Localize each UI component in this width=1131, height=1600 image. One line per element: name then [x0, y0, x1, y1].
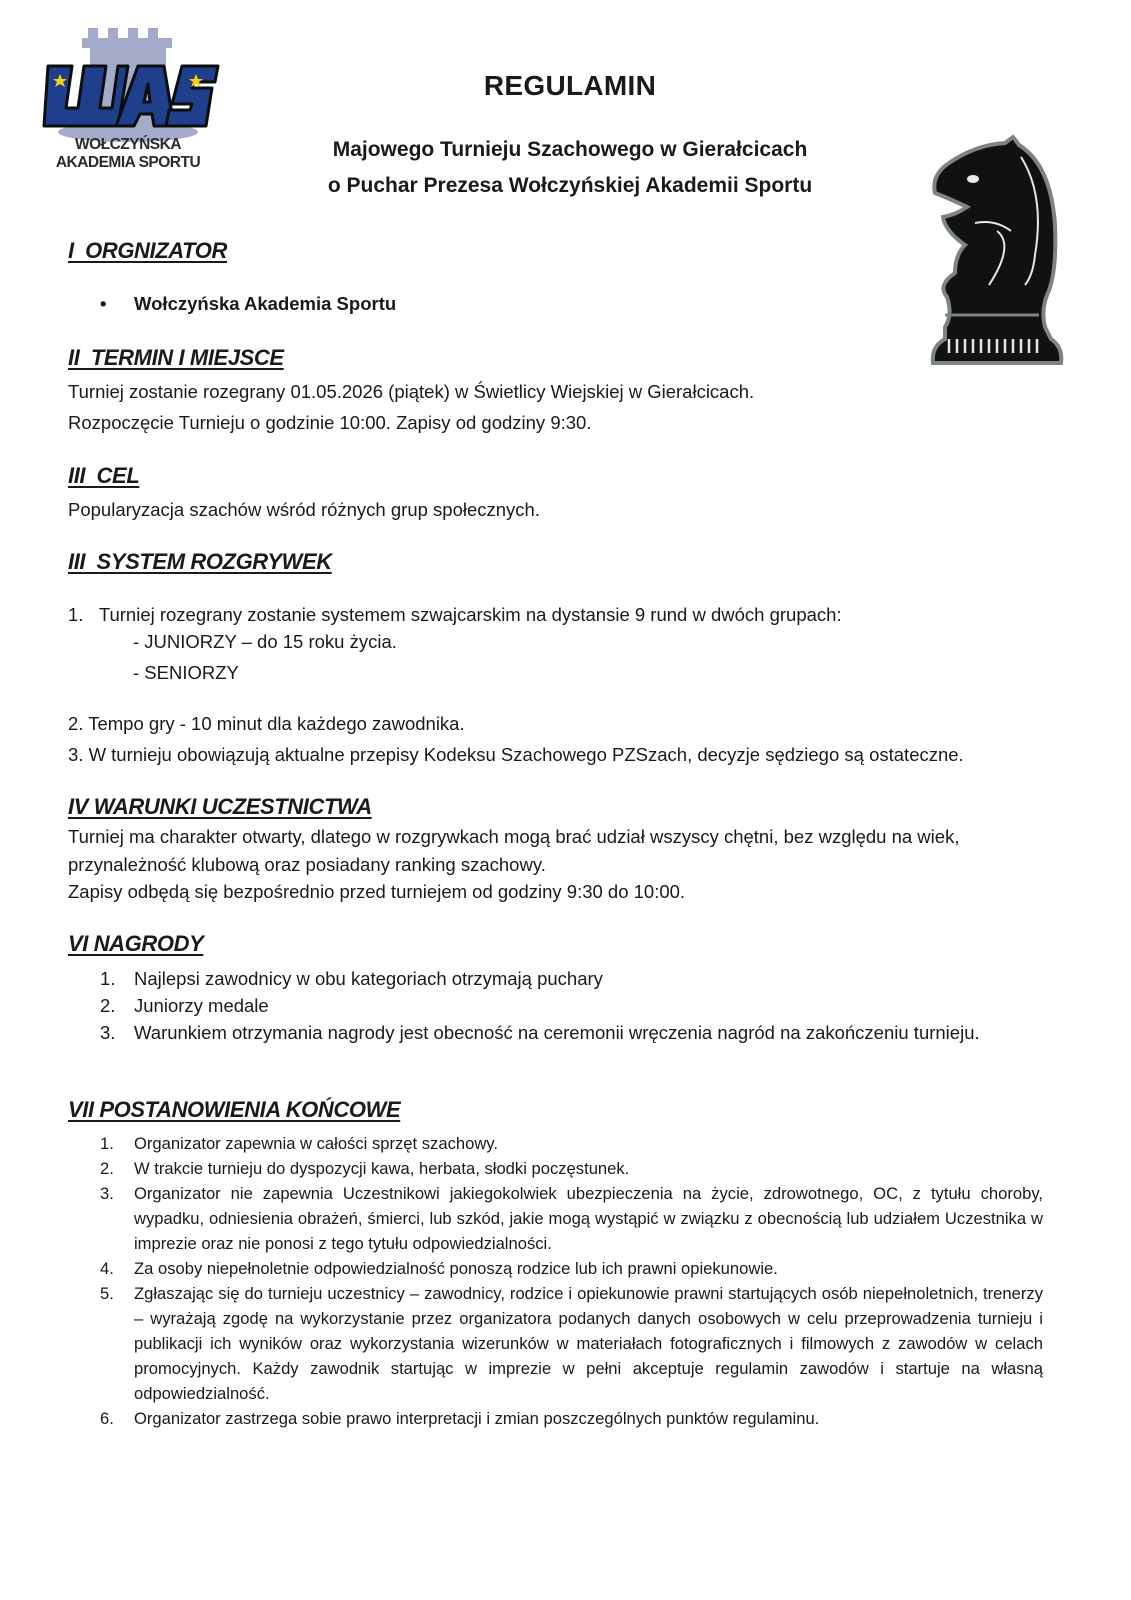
section-heading-prizes: VI NAGRODY: [68, 931, 204, 956]
provision-item-text: Organizator zastrzega sobie prawo interpretacji i zmian poszczególnych punktów regulaminu.: [134, 1409, 820, 1428]
provision-item-number: 6.: [100, 1409, 114, 1428]
prize-item-text: Juniorzy medale: [134, 995, 269, 1016]
group-seniors: - SENIORZY: [133, 662, 239, 683]
prize-item-number: 1.: [100, 968, 116, 989]
section-heading-system: III SYSTEM ROZGRYWEK: [68, 549, 332, 574]
section-heading-final: VII POSTANOWIENIA KOŃCOWE: [68, 1097, 401, 1122]
section-heading-goal: III CEL: [68, 463, 140, 488]
prize-item-text: Warunkiem otrzymania nagrody jest obecność na ceremonii wręczenia nagród na zakończeniu turnieju.: [134, 1022, 980, 1043]
provision-item-text: Organizator nie zapewnia Uczestnikowi jakiegokolwiek ubezpieczenia na życie, zdrowotnego, OC, z tytułu choroby, wypadku, odniesienia obrażeń, śmierci, lub szkód, jakie mogą wystąpić w związku z obecnością lub udziałem Uczestnika w imprezie oraz nie ponosi z tego tytułu odpowiedzialności.: [134, 1184, 1043, 1253]
provision-item-number: 2.: [100, 1159, 114, 1178]
provision-item: [68, 1131, 1043, 1156]
date-place-line1: Turniej zostanie rozegrany 01.05.2026 (piątek) w Świetlicy Wiejskiej w Gierałcicach.: [68, 381, 755, 402]
document-title: REGULAMIN: [483, 70, 657, 101]
system-item-1-text: Turniej rozegrany zostanie systemem szwajcarskim na dystansie 9 rund w dwóch grupach:: [98, 604, 842, 625]
system-item-3: 3. W turnieju obowiązują aktualne przepisy Kodeksu Szachowego PZSzach, decyzje sędziego są ostateczne.: [68, 744, 964, 765]
system-item-1-number: 1.: [68, 604, 84, 625]
system-item-2: 2. Tempo gry - 10 minut dla każdego zawodnika.: [68, 713, 465, 734]
prize-item: [68, 965, 1043, 992]
provision-item-number: 5.: [100, 1284, 114, 1303]
prize-item-text: Najlepsi zawodnicy w obu kategoriach otrzymają puchary: [134, 968, 603, 989]
provision-item-text: W trakcie turnieju do dyspozycji kawa, herbata, słodki poczęstunek.: [134, 1159, 630, 1178]
prize-item: [68, 1019, 1043, 1046]
provision-item: [68, 1256, 1043, 1281]
provision-item: [68, 1406, 1043, 1431]
provision-item-text: Za osoby niepełnoletnie odpowiedzialność ponoszą rodzice lub ich prawni opiekunowie.: [134, 1259, 778, 1278]
provision-item-text: Zgłaszając się do turnieju uczestnicy – zawodnicy, rodzice i opiekunowie prawni startujących osób niepełnoletnich, trenerzy – wyrażają zgodę na wykorzystanie przez organizatora podanych danych osobowych w celu przeprowadzenia turnieju i publikacji ich wyników oraz wykorzystania wizerunków w materiałach fotograficznych i filmowych z zawodów w celach promocyjnych. Każdy zawodnik startując w imprezie w pełni akceptuje regulamin zawodów i startuje na własną odpowiedzialność.: [134, 1284, 1043, 1403]
prize-item-number: 3.: [100, 1022, 116, 1043]
group-juniors: - JUNIORZY – do 15 roku życia.: [133, 631, 397, 652]
organizer-list-item: [100, 293, 396, 315]
provision-item-number: 4.: [100, 1259, 114, 1278]
provision-item-number: 3.: [100, 1184, 114, 1203]
bullet-icon: •: [100, 293, 107, 314]
was-logo-graphic: [36, 26, 220, 146]
conditions-registration: Zapisy odbędą się bezpośrednio przed turniejem od godziny 9:30 do 10:00.: [68, 881, 686, 902]
document-subtitle-line1: Majowego Turnieju Szachowego w Gierałcicach: [332, 138, 808, 161]
was-logo: [36, 26, 220, 176]
provision-item-number: 1.: [100, 1134, 114, 1153]
prizes-list: [68, 965, 1043, 1046]
prize-item-number: 2.: [100, 995, 116, 1016]
document-subtitle-line2: o Puchar Prezesa Wołczyńskiej Akademii Sportu: [327, 174, 813, 197]
date-place-line2: Rozpoczęcie Turnieju o godzinie 10:00. Zapisy od godziny 9:30.: [68, 412, 592, 433]
system-item-1: [68, 601, 842, 629]
section-heading-date-place: II TERMIN I MIEJSCE: [68, 345, 284, 370]
provision-item-text: Organizator zapewnia w całości sprzęt szachowy.: [134, 1134, 498, 1153]
provision-item: [68, 1281, 1043, 1406]
logo-caption-line2: AKADEMIA SPORTU: [55, 154, 201, 171]
logo-caption-line1: WOŁCZYŃSKA: [74, 136, 182, 153]
goal-text: Popularyzacja szachów wśród różnych grup społecznych.: [68, 499, 540, 520]
conditions-text: Turniej ma charakter otwarty, dlatego w rozgrywkach mogą brać udział wszyscy chętni, bez względu na wiek, przynależność klubową oraz posiadany ranking szachowy.: [68, 826, 960, 875]
organizer-name: Wołczyńska Akademia Sportu: [134, 293, 397, 314]
prize-item: [68, 992, 1043, 1019]
section-heading-organizer: I ORGNIZATOR: [68, 238, 227, 263]
provision-item: [68, 1181, 1043, 1256]
section-heading-conditions: IV WARUNKI UCZESTNICTWA: [68, 794, 372, 819]
provision-item: [68, 1156, 1043, 1181]
final-provisions-list: [68, 1131, 1043, 1431]
chess-knight-icon: [915, 135, 1065, 375]
